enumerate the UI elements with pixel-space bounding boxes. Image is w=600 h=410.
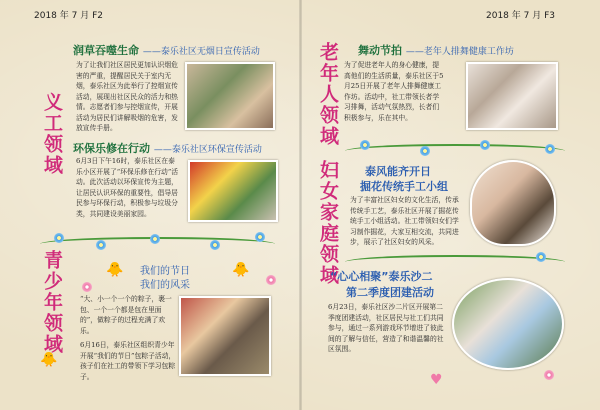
article1-title xyxy=(73,42,260,58)
article1-title-text: 润草吞噬生命 xyxy=(73,44,139,57)
article2-body: 6月3日下午16时，泰乐社区在泰乐小区开展了“环保乐修在行动”活动。此次活动以环保宣传为主题，让居民认识环保的重要性，倡导居民参与环保行动，积极参与垃圾分类，共同建设美丽家园。 xyxy=(76,157,179,218)
vine-divider-right xyxy=(345,144,565,158)
team-building-photo xyxy=(452,278,564,370)
volunteer-event-photo xyxy=(185,62,275,130)
flower-icon xyxy=(82,282,92,292)
article3-body1: “大、小一个一个的粽子，裹一包、一个一个都是包在里面的”，做粽子的过程充满了欢乐。 xyxy=(80,295,172,334)
article4-subtitle: ——老年人排舞健康工作坊 xyxy=(405,47,514,57)
women-craft-photo xyxy=(470,160,556,246)
flower-icon xyxy=(96,240,106,250)
flower-icon xyxy=(255,232,265,242)
bird-icon: 🐥 xyxy=(40,352,58,368)
article5-title: 泰风能齐开日 xyxy=(365,165,431,178)
flower-icon xyxy=(536,252,546,262)
vine-divider-right-2 xyxy=(345,255,565,269)
article5-body: 为了丰富社区妇女的文化生活，传承传统手工艺，泰乐社区开展了掘花传统手工小组活动。社工带领妇女们学习制作掘花，大家互相交流，共同进步，展示了社区妇女的风采。 xyxy=(350,196,459,246)
article2-title xyxy=(73,140,262,156)
article6-title: “心心相聚”泰乐沙二 xyxy=(330,270,433,283)
section-youth: 青少年领域 xyxy=(41,250,63,355)
article4-title-text: 舞动节拍 xyxy=(358,44,402,57)
article4-body: 为了促进老年人的身心健康，提高他们的生活质量，泰乐社区于5月25日开展了老年人排舞健康工作坊。活动中，社工带领长者学习排舞，活动气氛热烈，长者们积极参与，乐在其中。 xyxy=(344,61,444,122)
page-fold xyxy=(299,0,302,410)
bird-icon: 🐥 xyxy=(106,262,124,278)
flower-icon xyxy=(150,234,160,244)
article3-title: 我们的节日 xyxy=(140,266,190,277)
flower-icon xyxy=(480,140,490,150)
section-elderly: 老年人领域 xyxy=(317,42,339,147)
article1-body: 为了让我们社区居民更加认识烟危害的严重，提醒居民关于室内无烟，泰乐社区为此举行了控烟宣传活动，展现出社区民众的活力和热情。志愿者们参与控烟宣传，开展活动为居民们讲解吸烟的危害，发放宣传手册。 xyxy=(76,61,178,132)
flower-icon xyxy=(545,144,555,154)
elderly-dance-photo xyxy=(466,62,558,130)
right-page-date: 2018 年 7 月 F3 xyxy=(486,11,555,21)
flower-icon xyxy=(54,233,64,243)
flower-icon xyxy=(420,146,430,156)
section-volunteer: 义工领域 xyxy=(41,92,63,176)
article2-subtitle: ——泰乐社区环保宣传活动 xyxy=(153,145,262,155)
flower-icon xyxy=(360,140,370,150)
article3-title2: 我们的风采 xyxy=(140,280,190,291)
flower-icon xyxy=(210,240,220,250)
flower-icon xyxy=(266,275,276,285)
article6-subtitle: 第二季度团建活动 xyxy=(346,286,434,299)
article4-title xyxy=(358,42,514,58)
article1-subtitle: ——泰乐社区无烟日宣传活动 xyxy=(142,47,260,57)
left-page-date: 2018 年 7 月 F2 xyxy=(34,11,103,21)
heart-icon: ♥ xyxy=(430,372,443,388)
bird-icon: 🐥 xyxy=(232,262,250,278)
eco-event-photo xyxy=(188,160,278,222)
flower-icon xyxy=(544,370,554,380)
article5-subtitle: 掘花传统手工小组 xyxy=(360,180,448,193)
youth-zongzi-photo xyxy=(179,296,271,376)
section-women: 妇女家庭领域 xyxy=(317,160,339,286)
article2-title-text: 环保乐修在行动 xyxy=(73,142,150,155)
article6-body: 6月23日，泰乐社区沙二片区开展第二季度团建活动，社区居民与社工们共同参与，通过一系列游戏环节增进了彼此间的了解与信任，营造了和谐温馨的社区氛围。 xyxy=(328,303,444,353)
article3-body2: 6月16日，泰乐社区组织青少年开展“我们的节日”包粽子活动，孩子们在社工的带领下学习包粽子。 xyxy=(80,341,176,381)
